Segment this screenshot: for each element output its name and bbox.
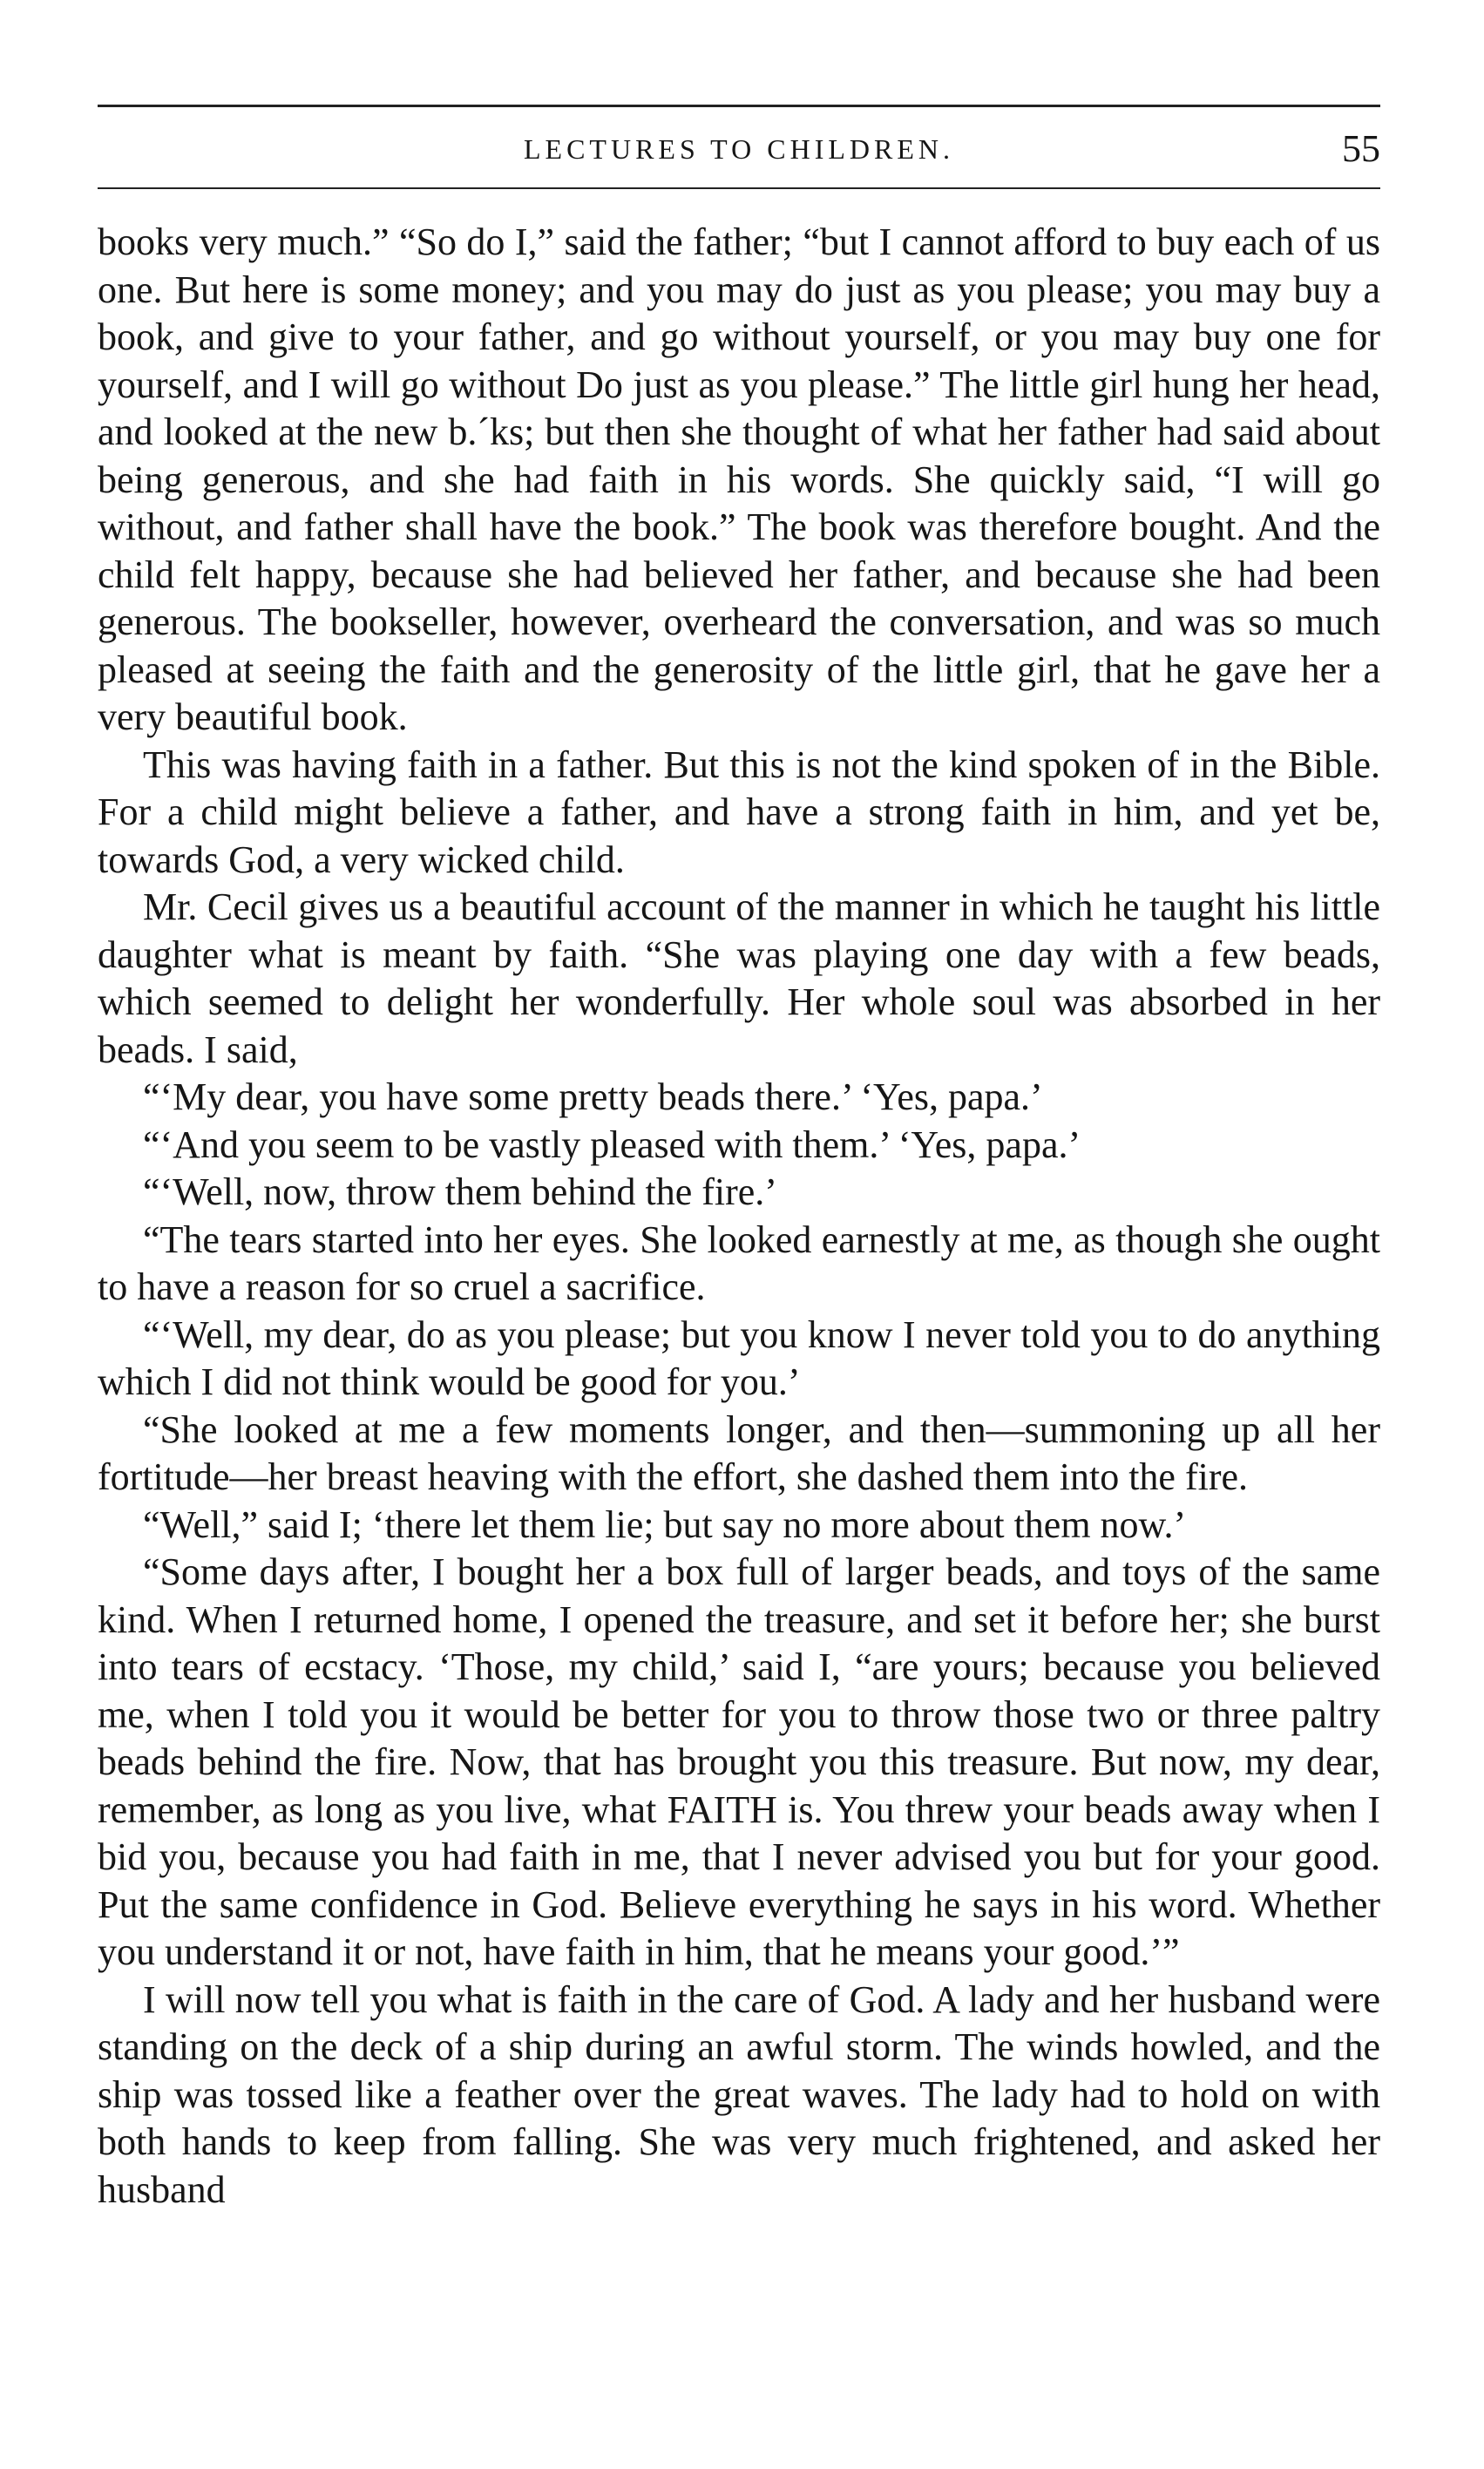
paragraph: Mr. Cecil gives us a beautiful account of the manner in which he taught his little daughter what is meant by faith. “She was playing one day with a few beads, which seemed to delight her wonderfully. Her whole soul was absorbed in her beads. I said, bbox=[98, 885, 1380, 1071]
page-number: 55 bbox=[1342, 127, 1380, 170]
header-rule-bottom bbox=[98, 187, 1380, 189]
paragraph: This was having faith in a father. But this is not the kind spoken of in the Bible. For a child might believe a father, and have a strong faith in him, and yet be, towards God, a very wicked child. bbox=[98, 743, 1380, 881]
paragraph: I will now tell you what is faith in the care of God. A lady and her husband were standing on the deck of a ship during an awful storm. The winds howled, and the ship was tossed like a feather over the great waves. The lady had to hold on with both hands to keep from falling. She was very much frightened, and asked her husband bbox=[98, 1977, 1380, 2211]
quoted-paragraph: “‘Well, my dear, do as you please; but you know I never told you to do anything which I did not think would be good for you.’ bbox=[98, 1313, 1380, 1403]
quoted-paragraph: “She looked at me a few moments longer, and then—summoning up all her fortitude—her breast heaving with the effort, she dashed them into the fire. bbox=[98, 1407, 1380, 1498]
running-title: LECTURES TO CHILDREN. bbox=[523, 133, 955, 165]
running-head bbox=[98, 107, 1380, 187]
dialogue-line: “‘And you seem to be vastly pleased with them.’ ‘Yes, papa.’ bbox=[143, 1123, 1081, 1166]
dialogue-line: “‘My dear, you have some pretty beads there.’ ‘Yes, papa.’ bbox=[143, 1075, 1043, 1118]
dialogue-line: “‘Well, now, throw them behind the fire.’ bbox=[143, 1170, 777, 1213]
body-text bbox=[98, 219, 1380, 2214]
quoted-paragraph: “Well,” said I; ‘there let them lie; but say no more about them now.’ bbox=[143, 1502, 1187, 1546]
quoted-paragraph: “The tears started into her eyes. She looked earnestly at me, as though she ought to have a reason for so cruel a sacrifice. bbox=[98, 1218, 1380, 1308]
paragraph-continued: books very much.” “So do I,” said the father; “but I cannot afford to buy each of us one. But here is some money; and you may do just as you please; you may buy a book, and give to your father, and go without yourself, or you may buy one for yourself, and I will go without Do just as you please.” The little girl hung her head, and looked at the new b.´ks; but then she thought of what her father had said about being generous, and she had faith in his words. She quickly said, “I will go without, and father shall have the book.” The book was therefore bought. And the child felt happy, because she had believed her father, and because she had been generous. The bookseller, however, overheard the conversation, and was so much pleased at seeing the faith and the generosity of the little girl, that he gave her a very beautiful book. bbox=[98, 220, 1380, 738]
quoted-paragraph: “Some days after, I bought her a box full of larger beads, and toys of the same kind. When I returned home, I opened the treasure, and set it before her; she burst into tears of ecstacy. ‘Those, my child,’ said I, “are yours; because you believed me, when I told you it would be better for you to throw those two or three paltry beads behind the fire. Now, that has brought you this treasure. But now, my dear, remember, as long as you live, what FAITH is. You threw your beads away when I bid you, because you had faith in me, that I never advised you but for your good. Put the same confidence in God. Believe everything he says in his word. Whether you understand it or not, have faith in him, that he means your good.’” bbox=[98, 1550, 1380, 1973]
book-page bbox=[98, 105, 1380, 2214]
